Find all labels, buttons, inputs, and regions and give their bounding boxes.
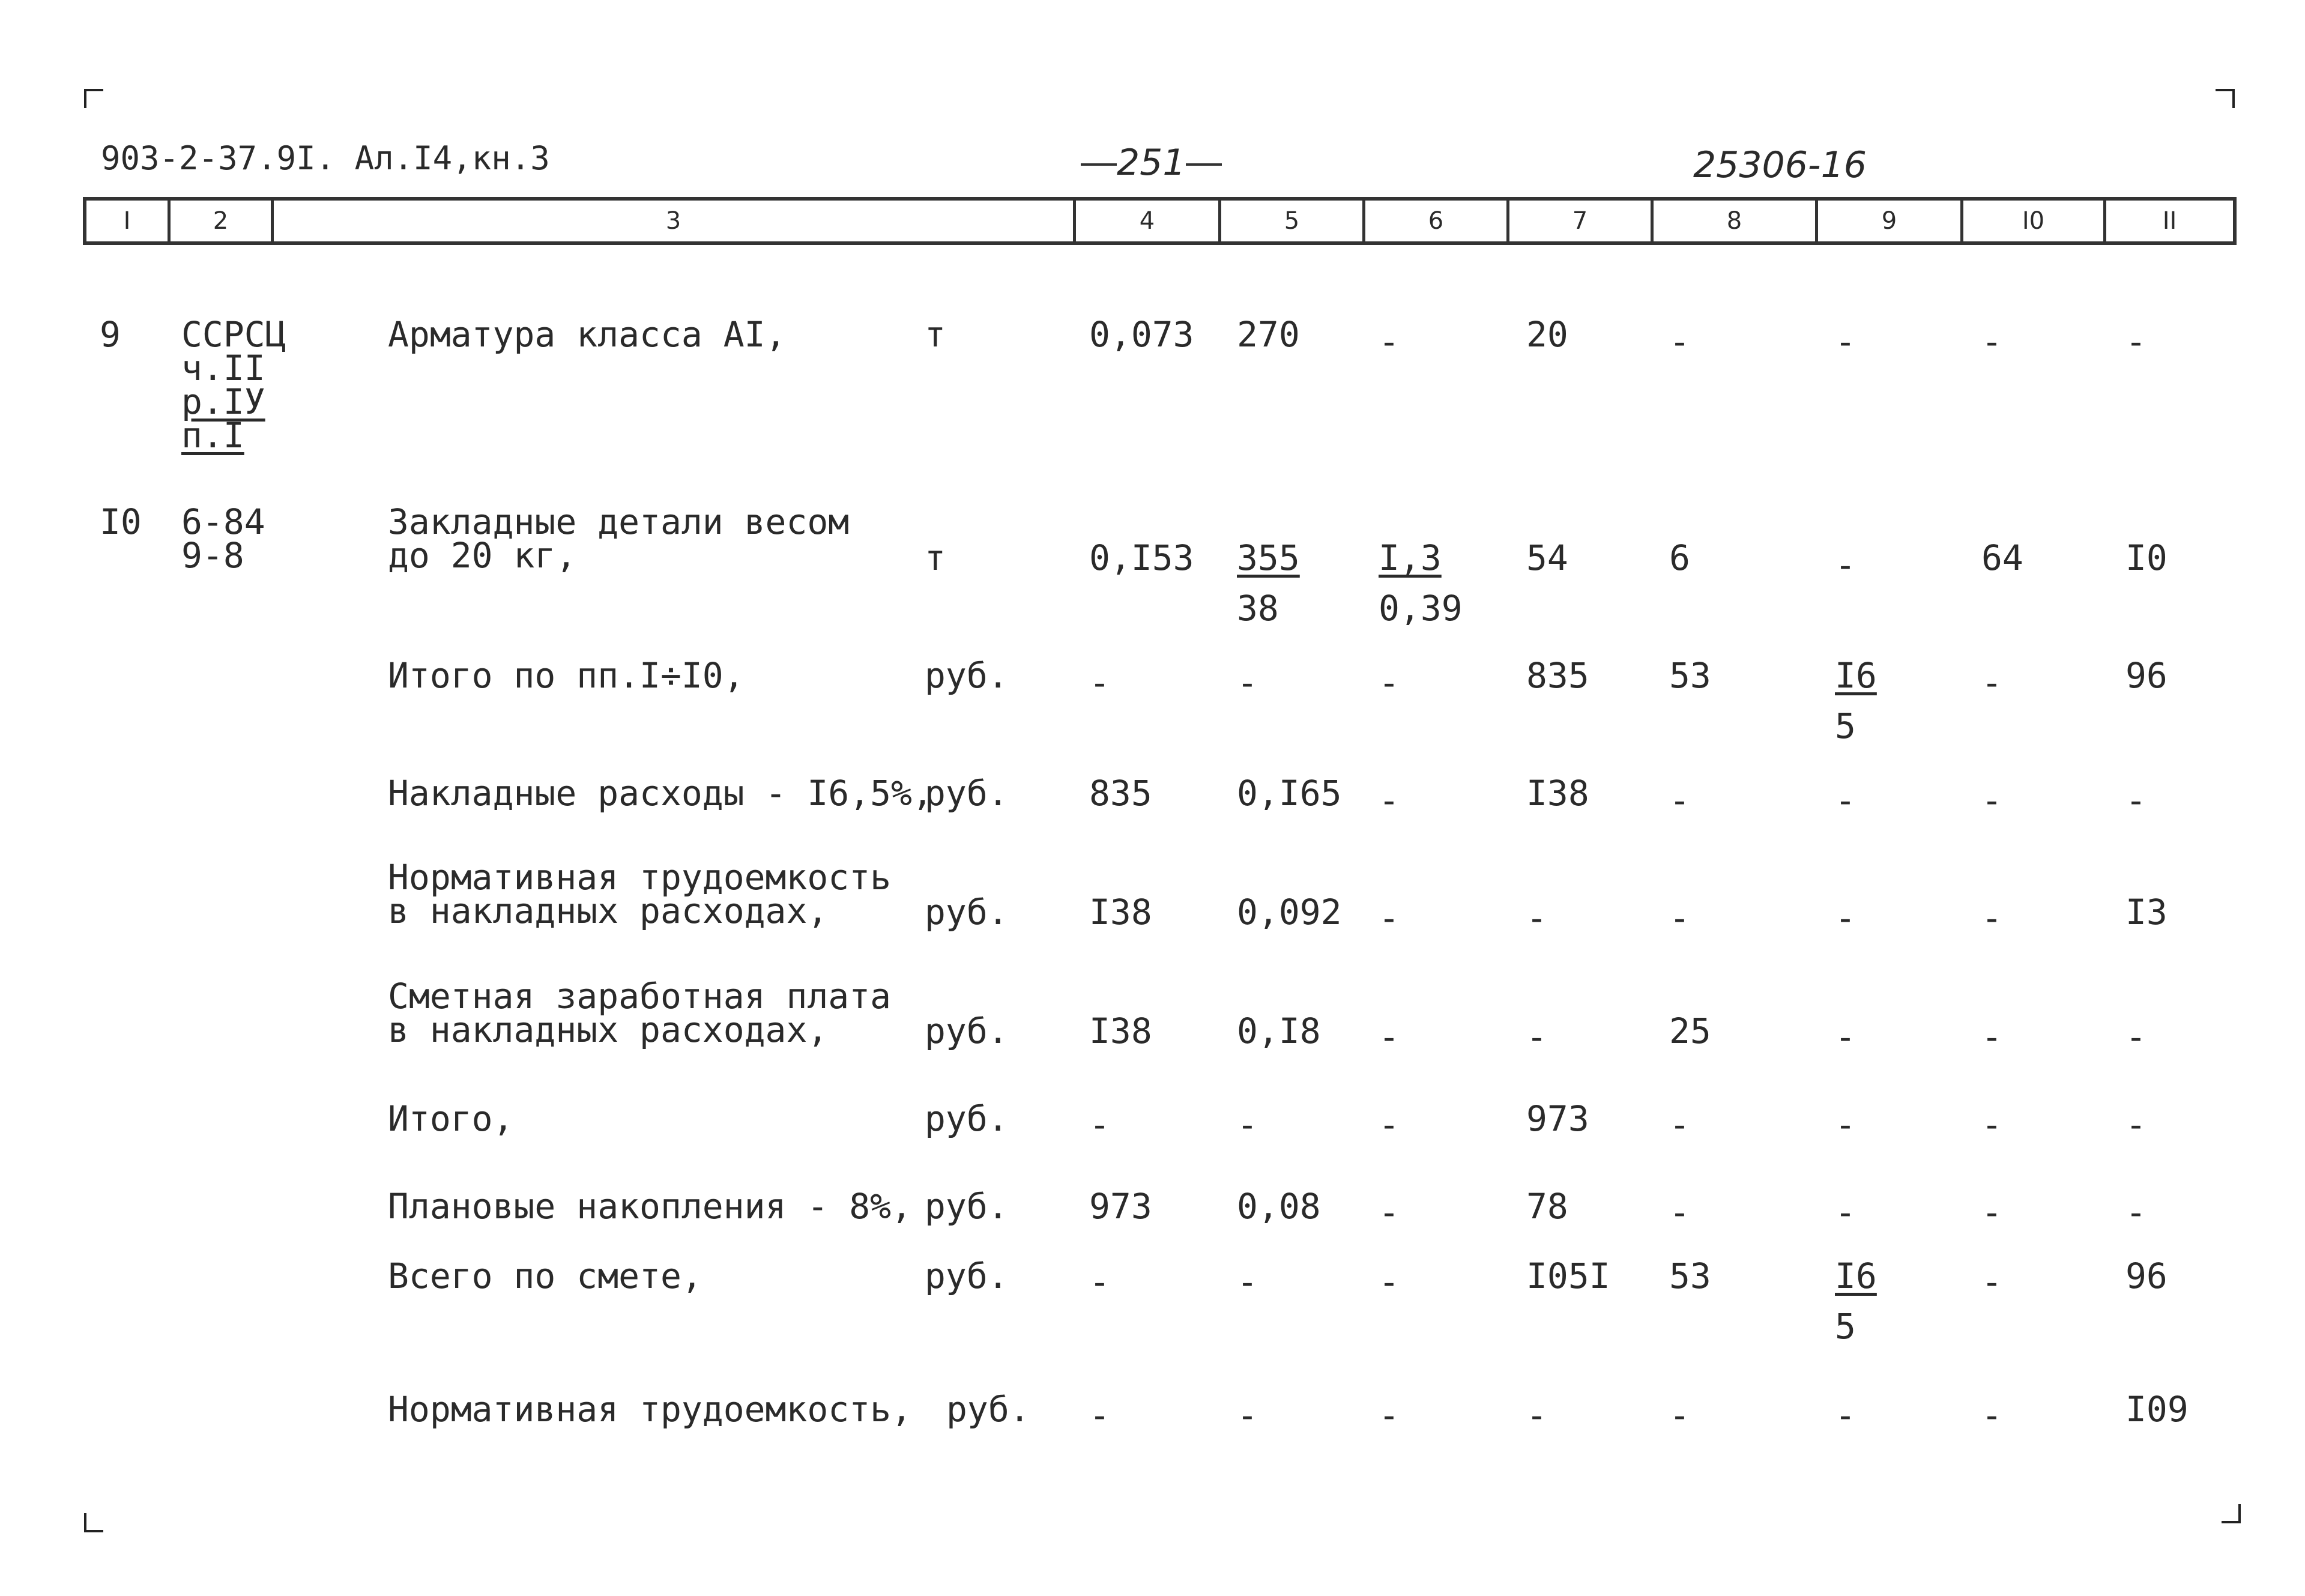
- cell-col8: 25: [1669, 1011, 1711, 1051]
- cell-col7: 54: [1526, 537, 1568, 578]
- cell-col11: -: [2125, 1104, 2146, 1145]
- crop-mark-top-left: [84, 89, 103, 108]
- cell-col11: I3: [2125, 892, 2168, 933]
- cell-col6: -: [1379, 1395, 1400, 1436]
- cell-col11: -: [2125, 1017, 2146, 1057]
- row-number: 9: [100, 314, 121, 355]
- cell-col10: -: [1981, 1104, 2002, 1145]
- item-name: Плановые накопления - 8%,: [388, 1186, 912, 1227]
- unit: руб.: [925, 1098, 1009, 1139]
- cell-col4: -: [1089, 1262, 1110, 1302]
- cell-col6: -: [1379, 780, 1400, 821]
- cell-col6: -: [1379, 1017, 1400, 1057]
- cell-col8: 53: [1669, 655, 1711, 696]
- cell-col7: 78: [1526, 1186, 1568, 1227]
- cell-col9-sub: 5: [1835, 706, 1856, 746]
- col-header-1: I: [86, 201, 171, 241]
- column-number-bar: [83, 197, 2237, 245]
- item-name: Накладные расходы - I6,5%,: [388, 773, 933, 814]
- cell-col4: -: [1089, 1104, 1110, 1145]
- cell-col9: -: [1835, 1192, 1856, 1233]
- cell-col8: -: [1669, 321, 1690, 362]
- item-name: в накладных расходах,: [388, 1009, 829, 1050]
- cell-col8: -: [1669, 780, 1690, 821]
- col-header-9: 9: [1818, 201, 1963, 241]
- cell-col9: -: [1835, 780, 1856, 821]
- cell-col9: -: [1835, 545, 1856, 585]
- cell-col10: -: [1981, 1262, 2002, 1302]
- cell-col11: -: [2125, 321, 2146, 362]
- code-line: ч.II: [181, 348, 265, 388]
- crop-mark-top-right: [2216, 89, 2235, 108]
- cell-col4: 973: [1089, 1186, 1152, 1227]
- cell-col11: -: [2125, 780, 2146, 821]
- col-header-8: 8: [1654, 201, 1818, 241]
- cell-col9: -: [1835, 1104, 1856, 1145]
- item-name: Арматура класса АI,: [388, 314, 787, 355]
- unit: т: [925, 314, 946, 355]
- cell-col9: I6: [1835, 655, 1877, 696]
- cell-col4: I38: [1089, 1011, 1152, 1051]
- row-number: I0: [100, 501, 142, 542]
- cell-col7: -: [1526, 1395, 1547, 1436]
- cell-col8: 53: [1669, 1256, 1711, 1296]
- cell-col10: -: [1981, 321, 2002, 362]
- cell-col7: -: [1526, 898, 1547, 939]
- cell-col6: I,3: [1379, 537, 1442, 578]
- code-line: п.I: [181, 415, 244, 456]
- unit: т: [925, 537, 946, 578]
- cell-col8: -: [1669, 1104, 1690, 1145]
- cell-col9-sub: 5: [1835, 1306, 1856, 1347]
- doc-code: 903-2-37.9I. Ал.I4,кн.3: [101, 139, 550, 177]
- cell-col11: I0: [2125, 537, 2168, 578]
- cell-col11: I09: [2125, 1389, 2189, 1430]
- code-line: 6-84: [181, 501, 265, 542]
- unit: руб.: [946, 1389, 1030, 1430]
- cell-col5: -: [1237, 1395, 1258, 1436]
- cell-col10: -: [1981, 1017, 2002, 1057]
- item-name: Нормативная трудоемкость: [388, 857, 892, 898]
- cell-col6: -: [1379, 898, 1400, 939]
- cell-col4: 0,073: [1089, 314, 1194, 355]
- cell-col7: 973: [1526, 1098, 1589, 1139]
- unit: руб.: [925, 892, 1009, 933]
- item-name: Нормативная трудоемкость,: [388, 1389, 912, 1430]
- inventory-number: 25306-16: [1693, 144, 1867, 186]
- crop-mark-bottom-left: [84, 1513, 103, 1532]
- item-name: Закладные детали весом: [388, 501, 850, 542]
- cell-col4: 835: [1089, 773, 1152, 814]
- cell-col9: I6: [1835, 1256, 1877, 1296]
- cell-col10: -: [1981, 1192, 2002, 1233]
- cell-col9: -: [1835, 898, 1856, 939]
- code-line: ССРСЦ: [181, 314, 286, 355]
- cell-col4: -: [1089, 1395, 1110, 1436]
- cell-col4: -: [1089, 662, 1110, 703]
- unit: руб.: [925, 1186, 1009, 1227]
- page-number-value: 251: [1117, 142, 1186, 184]
- cell-col4: 0,I53: [1089, 537, 1194, 578]
- cell-col11: 96: [2125, 1256, 2168, 1296]
- cell-col10: -: [1981, 780, 2002, 821]
- page-number: [1081, 142, 1222, 184]
- cell-col10: 64: [1981, 537, 2023, 578]
- cell-col6: -: [1379, 1192, 1400, 1233]
- unit: руб.: [925, 1011, 1009, 1051]
- cell-col5: 0,I65: [1237, 773, 1342, 814]
- col-header-4: 4: [1076, 201, 1221, 241]
- col-header-10: I0: [1963, 201, 2106, 241]
- code-line: р.IУ: [181, 381, 265, 422]
- item-name: до 20 кг,: [388, 535, 577, 576]
- cell-col8: -: [1669, 1395, 1690, 1436]
- cell-col8: -: [1669, 898, 1690, 939]
- cell-col10: -: [1981, 898, 2002, 939]
- cell-col7: 20: [1526, 314, 1568, 355]
- cell-col5: 270: [1237, 314, 1300, 355]
- cell-col9: -: [1835, 1395, 1856, 1436]
- cell-col6: -: [1379, 1104, 1400, 1145]
- cell-col7: 835: [1526, 655, 1589, 696]
- unit: руб.: [925, 773, 1009, 814]
- cell-col5: -: [1237, 1262, 1258, 1302]
- cell-col8: 6: [1669, 537, 1690, 578]
- cell-col5: -: [1237, 662, 1258, 703]
- crop-mark-bottom-right: [2222, 1504, 2241, 1523]
- cell-col11: 96: [2125, 655, 2168, 696]
- col-header-7: 7: [1509, 201, 1654, 241]
- cell-col5: 0,08: [1237, 1186, 1321, 1227]
- item-name: Сметная заработная плата: [388, 976, 892, 1017]
- cell-col5: 0,092: [1237, 892, 1342, 933]
- col-header-3: 3: [274, 201, 1076, 241]
- cell-col8: -: [1669, 1192, 1690, 1233]
- item-name: в накладных расходах,: [388, 890, 829, 931]
- item-name: Итого по пп.I÷I0,: [388, 655, 745, 696]
- item-name: Всего по смете,: [388, 1256, 702, 1296]
- cell-col6: -: [1379, 321, 1400, 362]
- cell-col4: I38: [1089, 892, 1152, 933]
- col-header-6: 6: [1365, 201, 1509, 241]
- cell-col7: -: [1526, 1017, 1547, 1057]
- col-header-2: 2: [171, 201, 274, 241]
- unit: руб.: [925, 1256, 1009, 1296]
- cell-col6: -: [1379, 1262, 1400, 1302]
- unit: руб.: [925, 655, 1009, 696]
- col-header-5: 5: [1221, 201, 1365, 241]
- item-name: Итого,: [388, 1098, 514, 1139]
- cell-col9: -: [1835, 1017, 1856, 1057]
- cell-col10: -: [1981, 662, 2002, 703]
- cell-col5: -: [1237, 1104, 1258, 1145]
- col-header-11: II: [2162, 207, 2177, 235]
- cell-col5: 0,I8: [1237, 1011, 1321, 1051]
- cell-col11: -: [2125, 1192, 2146, 1233]
- code-line: 9-8: [181, 535, 244, 576]
- cell-col6-sub: 0,39: [1379, 588, 1463, 629]
- cell-col7: I38: [1526, 773, 1589, 814]
- cell-col10: -: [1981, 1395, 2002, 1436]
- cell-col7: I05I: [1526, 1256, 1610, 1296]
- cell-col6: -: [1379, 662, 1400, 703]
- cell-col5: 355: [1237, 537, 1300, 578]
- cell-col5-sub: 38: [1237, 588, 1279, 629]
- cell-col9: -: [1835, 321, 1856, 362]
